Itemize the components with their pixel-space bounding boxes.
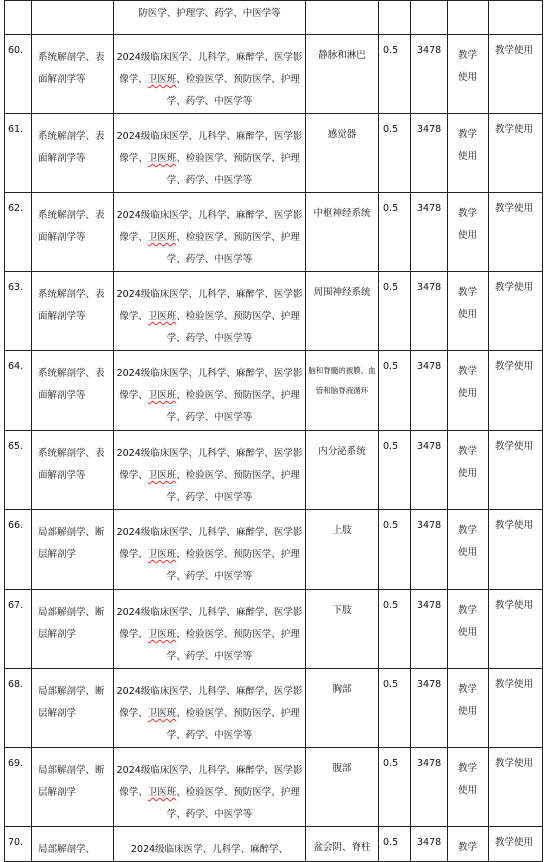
cell-code: 3478 — [411, 114, 448, 193]
cell-usage: 教学使用 — [448, 351, 489, 431]
cell-row-number: 69. — [5, 748, 32, 827]
cell-hours: 0.5 — [379, 748, 411, 827]
cell-row-number: 62. — [5, 193, 32, 272]
group-class-name: 卫医班 — [147, 232, 177, 243]
group-class-name: 卫医班 — [147, 787, 177, 798]
cell-target-group — [114, 748, 306, 827]
course-table — [4, 0, 543, 862]
cell-hours: 0.5 — [379, 510, 411, 590]
group-line-d: 、检验医学、预 — [176, 74, 243, 85]
cell-usage: 教学使用 — [448, 590, 489, 669]
cell-purpose: 教学使用 — [489, 431, 543, 510]
group-line-d: 、检验医学、预 — [176, 549, 243, 560]
cell-code: 3478 — [411, 351, 448, 431]
table-row — [5, 669, 543, 748]
cell-subject: 局部解剖学、断层解剖学 — [32, 748, 114, 827]
table-row — [5, 748, 543, 827]
cell-topic: 内分泌系统 — [306, 431, 379, 510]
cell-usage: 教学 — [448, 827, 489, 862]
cell-row-number: 60. — [5, 35, 32, 114]
cell-hours: 0.5 — [379, 193, 411, 272]
table-row-continued — [5, 1, 543, 35]
table-row — [5, 590, 543, 669]
cell-hours: 0.5 — [379, 669, 411, 748]
table-row — [5, 35, 543, 114]
cell-usage: 教学使用 — [448, 114, 489, 193]
cell-topic: 盆会阴、脊柱 — [306, 827, 379, 862]
cell-target-group — [114, 510, 306, 590]
group-class-name: 卫医班 — [147, 470, 177, 481]
cell-purpose: 教学使用 — [489, 193, 543, 272]
cell-topic: 周围神经系统 — [306, 272, 379, 351]
cell-purpose: 教学使用 — [489, 35, 543, 114]
cell-purpose: 教学使用 — [489, 748, 543, 827]
group-line-a: 2024级临床医学、儿科学、麻醉学、 — [116, 52, 274, 63]
cell-topic: 感觉器 — [306, 114, 379, 193]
group-line-a: 2024级临床医学、儿科学、麻醉学、 — [116, 368, 274, 379]
cell-topic: 胸部 — [306, 669, 379, 748]
group-line-a: 2024级临床医学、儿科学、麻醉学、 — [116, 448, 274, 459]
group-line-b: 医学影像学、 — [119, 52, 303, 85]
group-line-b: 医学影像学、 — [119, 289, 303, 322]
table-row — [5, 193, 543, 272]
cell-purpose: 教学使用 — [489, 114, 543, 193]
cell-usage: 教学使用 — [448, 431, 489, 510]
cell-subject: 系统解剖学、表面解剖学等 — [32, 35, 114, 114]
cell-hours: 0.5 — [379, 590, 411, 669]
cell-code: 3478 — [411, 193, 448, 272]
group-line-e: 防医学、护理学、药学、中医学等 — [166, 153, 300, 186]
cell-usage: 教学使用 — [448, 272, 489, 351]
cell-code: 3478 — [411, 748, 448, 827]
table-row — [5, 351, 543, 431]
cell-subject: 局部解剖学、断层解剖学 — [32, 510, 114, 590]
group-line-d: 、检验医学、预 — [176, 311, 243, 322]
cell-target-group: 防医学、护理学、药学、中医学等 — [114, 1, 306, 35]
table-row — [5, 510, 543, 590]
cell-subject: 局部解剖学、断层解剖学 — [32, 590, 114, 669]
group-class-name: 卫医班 — [147, 629, 177, 640]
cell-code: 3478 — [411, 35, 448, 114]
cell-purpose: 教学使用 — [489, 827, 543, 862]
group-line-d: 、检验医学、预 — [176, 153, 243, 164]
group-line-b: 医学影像学、 — [119, 131, 303, 164]
cell-usage: 教学使用 — [448, 193, 489, 272]
cell-code: 3478 — [411, 272, 448, 351]
cell-subject: 系统解剖学、表面解剖学等 — [32, 431, 114, 510]
group-line-e: 防医学、护理学、药学、中医学等 — [166, 629, 300, 662]
cell-code: 3478 — [411, 431, 448, 510]
cell-usage: 教学使用 — [448, 669, 489, 748]
group-line-e: 防医学、护理学、药学、中医学等 — [166, 708, 300, 741]
cell-target-group — [114, 431, 306, 510]
cell-purpose: 教学使用 — [489, 590, 543, 669]
cell-row-number: 70. — [5, 827, 32, 862]
cell-row-number: 67. — [5, 590, 32, 669]
cell-row-number: 65. — [5, 431, 32, 510]
group-line-e: 防医学、护理学、药学、中医学等 — [166, 787, 300, 820]
group-line-a: 2024级临床医学、儿科学、麻醉学、 — [130, 844, 289, 855]
cell-hours: 0.5 — [379, 351, 411, 431]
cell-purpose: 教学使用 — [489, 510, 543, 590]
group-class-name: 卫医班 — [147, 549, 177, 560]
group-line-b: 医学影像学、 — [119, 686, 303, 719]
cell-target-group — [114, 114, 306, 193]
group-class-name: 卫医班 — [147, 390, 177, 401]
cell-target-group — [114, 827, 306, 862]
cell-hours: 0.5 — [379, 827, 411, 862]
cell-row-number: 61. — [5, 114, 32, 193]
table-row — [5, 827, 543, 862]
group-line-e: 防医学、护理学、药学、中医学等 — [166, 311, 300, 344]
group-line-e: 防医学、护理学、药学、中医学等 — [166, 74, 300, 107]
cell-hours: 0.5 — [379, 35, 411, 114]
document-page — [4, 0, 542, 855]
group-line-e: 防医学、护理学、药学、中医学等 — [166, 549, 300, 582]
cell-target-group — [114, 590, 306, 669]
group-line-a: 2024级临床医学、儿科学、麻醉学、 — [116, 527, 274, 538]
cell-target-group — [114, 35, 306, 114]
group-line-a: 2024级临床医学、儿科学、麻醉学、 — [116, 289, 274, 300]
group-line-b: 医学影像学、 — [119, 210, 303, 243]
group-line-a: 2024级临床医学、儿科学、麻醉学、 — [116, 131, 274, 142]
cell-target-group — [114, 272, 306, 351]
group-line-b: 医学影像学、 — [119, 527, 303, 560]
group-class-name: 卫医班 — [147, 153, 177, 164]
cell-purpose: 教学使用 — [489, 272, 543, 351]
group-line-d: 、检验医学、预 — [176, 787, 243, 798]
cell-target-group — [114, 669, 306, 748]
cell-subject: 系统解剖学、表面解剖学等 — [32, 193, 114, 272]
group-line-b: 医学影像学、 — [119, 368, 303, 401]
cell-subject: 系统解剖学、表面解剖学等 — [32, 114, 114, 193]
cell-code: 3478 — [411, 510, 448, 590]
cell-subject: 局部解剖学、 — [32, 827, 114, 862]
cell-topic: 中枢神经系统 — [306, 193, 379, 272]
group-line-a: 2024级临床医学、儿科学、麻醉学、 — [116, 686, 274, 697]
table-row — [5, 431, 543, 510]
cell-topic: 静脉和淋巴 — [306, 35, 379, 114]
group-line-d: 、检验医学、预 — [176, 470, 243, 481]
group-line-e: 防医学、护理学、药学、中医学等 — [166, 470, 300, 503]
cell-subject: 局部解剖学、断层解剖学 — [32, 669, 114, 748]
group-line-d: 、检验医学、预 — [176, 390, 243, 401]
cell-topic: 腹部 — [306, 748, 379, 827]
cell-code: 3478 — [411, 669, 448, 748]
table-row — [5, 114, 543, 193]
cell-code: 3478 — [411, 827, 448, 862]
table-row — [5, 272, 543, 351]
group-line-e: 防医学、护理学、药学、中医学等 — [166, 232, 300, 265]
group-line-d: 、检验医学、预 — [176, 708, 243, 719]
group-line-b: 医学影像学、 — [119, 448, 303, 481]
group-line-a: 2024级临床医学、儿科学、麻醉学、 — [116, 607, 274, 618]
group-class-name: 卫医班 — [147, 74, 177, 85]
cell-row-number: 63. — [5, 272, 32, 351]
cell-topic: 脑和脊髓的被膜、血管和脑脊液循环 — [306, 351, 379, 431]
cell-hours: 0.5 — [379, 431, 411, 510]
cell-usage: 教学使用 — [448, 748, 489, 827]
group-line-b: 医学影像学、 — [119, 765, 303, 798]
group-class-name: 卫医班 — [147, 311, 177, 322]
group-line-a: 2024级临床医学、儿科学、麻醉学、 — [116, 765, 274, 776]
group-line-b: 医学影像学、 — [119, 607, 303, 640]
cell-hours: 0.5 — [379, 114, 411, 193]
cell-usage: 教学使用 — [448, 35, 489, 114]
cell-row-number: 66. — [5, 510, 32, 590]
group-class-name: 卫医班 — [147, 708, 177, 719]
group-line-d: 、检验医学、预 — [176, 629, 243, 640]
cell-usage: 教学使用 — [448, 510, 489, 590]
cell-code: 3478 — [411, 590, 448, 669]
group-line-a: 2024级临床医学、儿科学、麻醉学、 — [116, 210, 274, 221]
cell-target-group — [114, 193, 306, 272]
cell-topic: 上肢 — [306, 510, 379, 590]
cell-row-number: 64. — [5, 351, 32, 431]
cell-purpose: 教学使用 — [489, 669, 543, 748]
cell-purpose: 教学使用 — [489, 351, 543, 431]
cell-target-group — [114, 351, 306, 431]
cell-hours: 0.5 — [379, 272, 411, 351]
group-line-d: 、检验医学、预 — [176, 232, 243, 243]
cell-subject: 系统解剖学、表面解剖学等 — [32, 272, 114, 351]
cell-row-number: 68. — [5, 669, 32, 748]
group-line-e: 防医学、护理学、药学、中医学等 — [166, 390, 300, 423]
cell-topic: 下肢 — [306, 590, 379, 669]
cell-subject: 系统解剖学、表面解剖学等 — [32, 351, 114, 431]
